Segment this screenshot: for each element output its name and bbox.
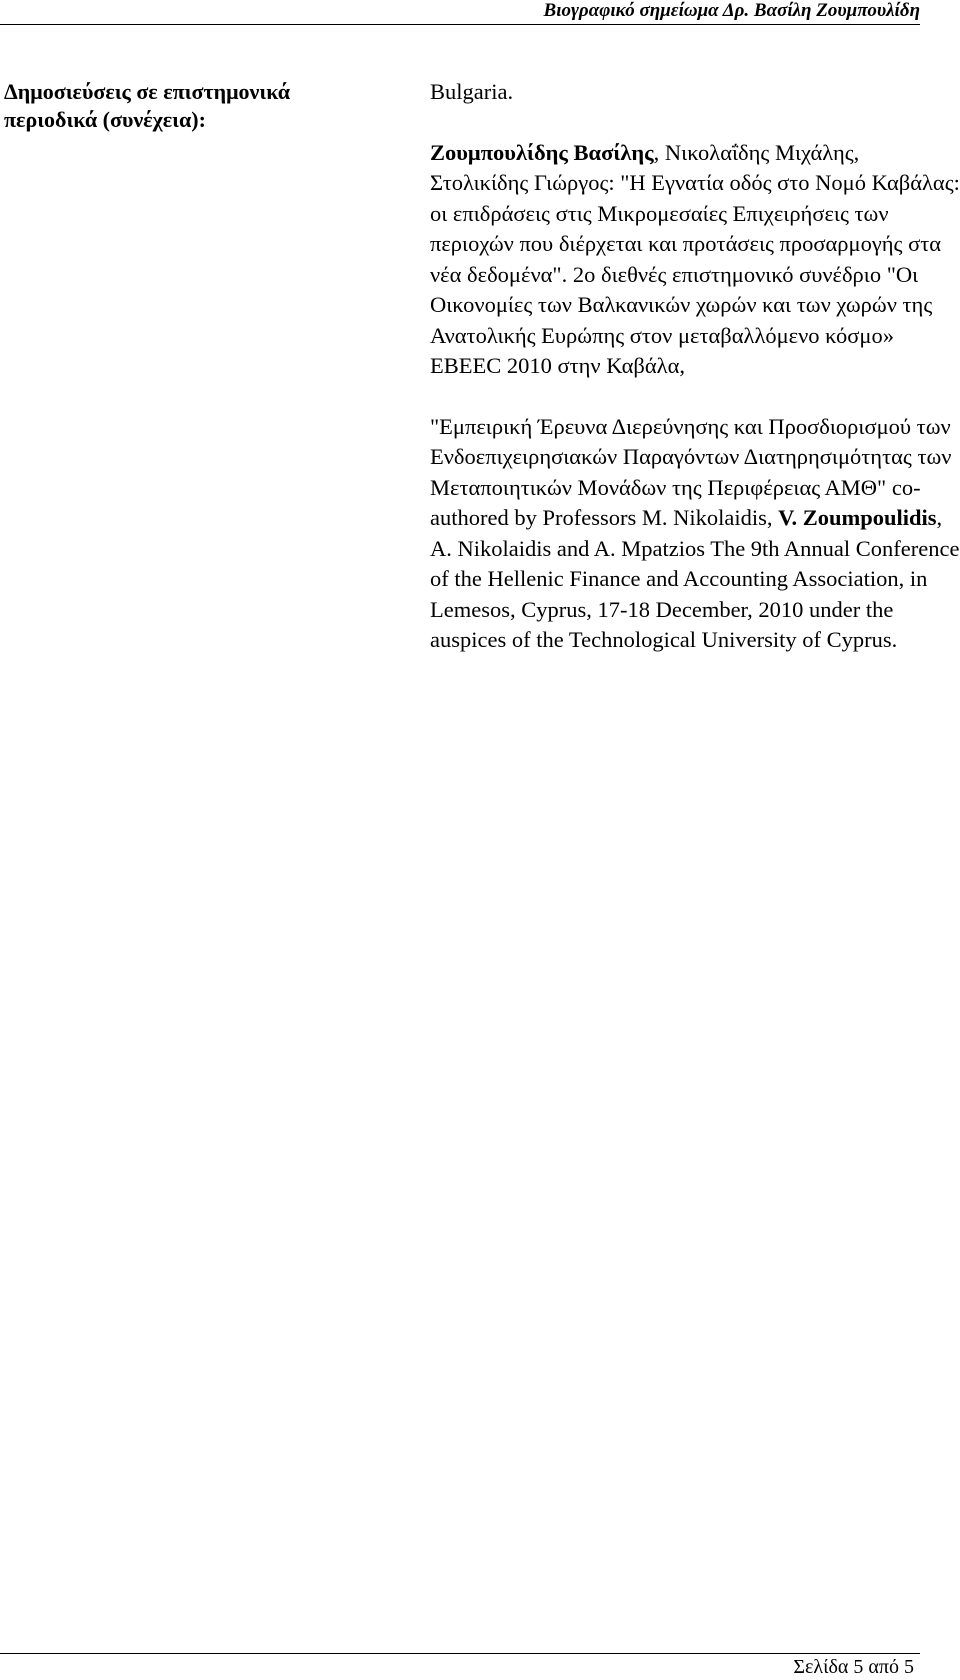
page-header (0, 0, 920, 25)
author-name: Ζουμπουλίδης Βασίλης (430, 139, 654, 165)
publication-text-after: , A. Nikolaidis and A. Mpatzios The 9th Annual Conference of the Hellenic Finance and Accounting Association, in Lemesos, Cyprus, 17-18 December, 2010 under the auspices of the Technological University of Cyprus. (430, 505, 960, 652)
footer-divider (0, 1653, 920, 1654)
entry-continuation (430, 77, 960, 108)
header-title: Βιογραφικό σημείωμα Δρ. Βασίλη Ζουμπουλίδη (543, 0, 920, 21)
publication-entry (430, 412, 960, 656)
section-label: Δημοσιεύσεις σε επιστημονικά περιοδικά (συνέχεια): (4, 79, 291, 132)
page-footer (0, 1656, 914, 1678)
publication-entry (430, 138, 960, 382)
entry-continuation-text: Bulgaria. (430, 79, 514, 104)
page-number: Σελίδα 5 από 5 (793, 1656, 914, 1678)
author-name: V. Zoumpoulidis (778, 505, 937, 530)
publication-text: , Νικολαΐδης Μιχάλης, Στολικίδης Γιώργος: "Η Εγνατία οδός στο Νομό Καβάλας: οι επιδράσεις στις Μικρομεσαίες Επιχειρήσεις των περιοχών που διέρχεται και προτάσεις προσαρμογής στα νέα δεδομένα". 2ο διεθνές επιστημονικό συνέδριο "Οι Οικονομίες των Βαλκανικών χωρών και των χωρών της Ανατολικής Ευρώπης στον μεταβαλλόμενο κόσμο» EBEEC 2010 στην Καβάλα, (430, 139, 960, 378)
publications-content (430, 77, 960, 656)
publication-text-before: "Εμπειρική Έρευνα Διερεύνησης και Προσδιορισμού των Ενδοεπιχειρησιακών Παραγόντων Διατηρησιμότητας των Μεταποιητικών Μονάδων της Περιφέρειας ΑΜΘ" co-authored by Professors M. Nikolaidis, (430, 413, 952, 530)
